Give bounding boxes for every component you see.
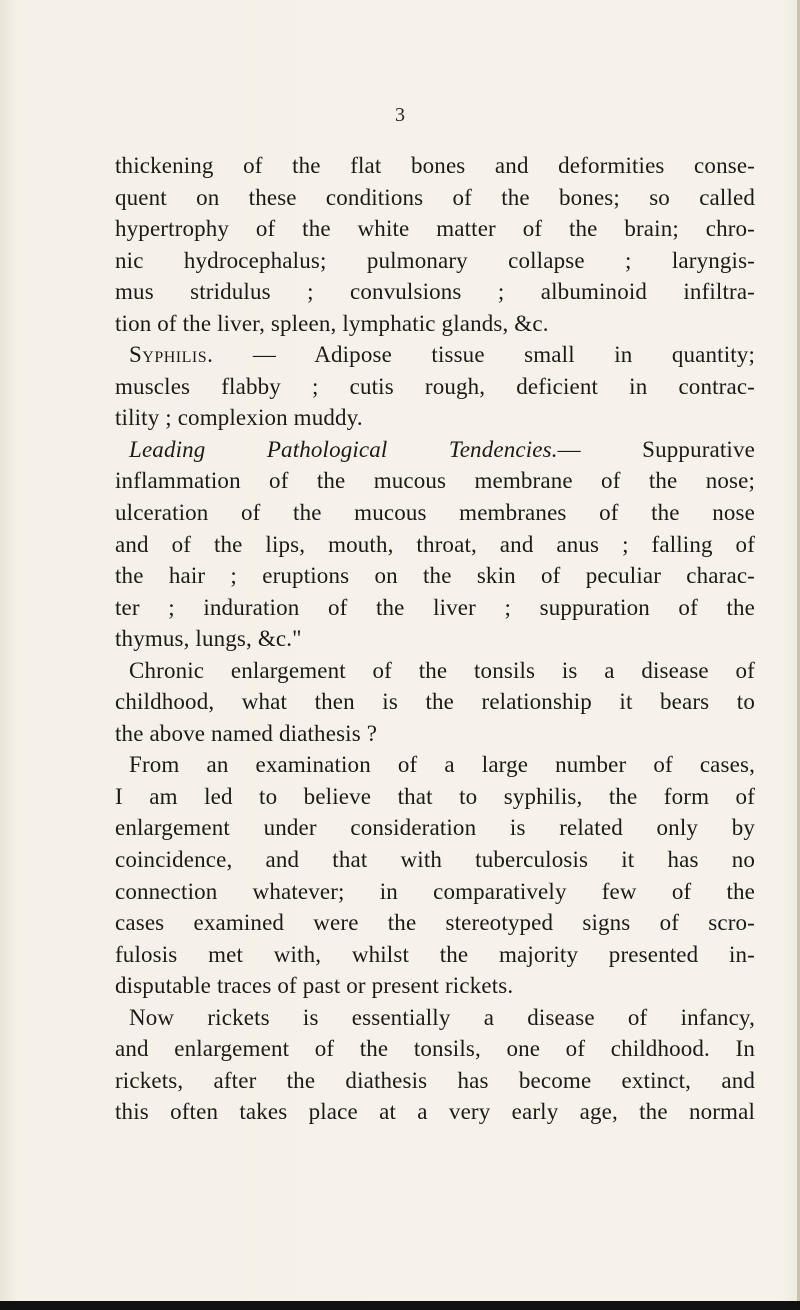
text-line: coincidence, and that with tuberculosis it has no bbox=[115, 847, 755, 873]
text-line: thickening of the flat bones and deformities conse- bbox=[115, 153, 755, 178]
scan-border bbox=[0, 1301, 800, 1310]
text-line: hypertrophy of the white matter of the brain; chro- bbox=[115, 216, 755, 242]
text-line: ter ; induration of the liver ; suppuration of the bbox=[115, 594, 755, 620]
text-line: and of the lips, mouth, throat, and anus ; falling of bbox=[115, 531, 755, 557]
text-line: ulceration of the mucous membranes of the nose bbox=[115, 500, 755, 526]
text-line: the above named diathesis ? bbox=[115, 720, 378, 746]
text-line: From an examination of a large number of cases, bbox=[129, 752, 755, 778]
text-line: fulosis met with, whilst the majority presented in- bbox=[115, 941, 755, 967]
syphilis-line bbox=[115, 339, 755, 371]
page-number: 3 bbox=[395, 104, 405, 126]
text-line: rickets, after the diathesis has become extinct, and bbox=[115, 1067, 755, 1093]
leading-tendencies-heading: Leading Pathological Tendencies. bbox=[129, 436, 558, 462]
text-line: childhood, what then is the relationship it bears to bbox=[115, 689, 755, 715]
text-line: and enlargement of the tonsils, one of childhood. In bbox=[115, 1036, 755, 1062]
text-line: disputable traces of past or present rickets. bbox=[115, 973, 514, 999]
text-line: the hair ; eruptions on the skin of peculiar charac- bbox=[115, 563, 755, 589]
text-line: nic hydrocephalus; pulmonary collapse ; laryngis- bbox=[115, 247, 755, 273]
leading-tendencies-line bbox=[115, 434, 755, 466]
syphilis-text: — Adipose tissue small in quantity; bbox=[213, 342, 755, 368]
text-line: muscles flabby ; cutis rough, deficient in contrac- bbox=[115, 373, 755, 399]
text-line: thymus, lungs, &c." bbox=[115, 626, 302, 652]
text-line: enlargement under consideration is related only by bbox=[115, 815, 755, 841]
text-line: Now rickets is essentially a disease of infancy, bbox=[129, 1004, 755, 1030]
text-line: connection whatever; in comparatively few of the bbox=[115, 878, 755, 904]
text-line: mus stridulus ; convulsions ; albuminoid infiltra- bbox=[115, 279, 755, 305]
text-line: tility ; complexion muddy. bbox=[115, 405, 363, 431]
syphilis-heading: Syphilis. bbox=[129, 342, 214, 368]
text-line: Chronic enlargement of the tonsils is a disease of bbox=[129, 657, 755, 683]
text-line: inflammation of the mucous membrane of the nose; bbox=[115, 468, 755, 494]
leading-tendencies-text: — Suppurative bbox=[557, 436, 755, 462]
text-line: tion of the liver, spleen, lymphatic glands, &c. bbox=[115, 310, 549, 336]
text-line: this often takes place at a very early age, the normal bbox=[115, 1099, 755, 1125]
text-line: cases examined were the stereotyped signs of scro- bbox=[115, 910, 755, 936]
text-line: quent on these conditions of the bones; so called bbox=[115, 184, 755, 210]
text-line: I am led to believe that to syphilis, the form of bbox=[115, 783, 755, 809]
body-text bbox=[115, 150, 755, 1128]
